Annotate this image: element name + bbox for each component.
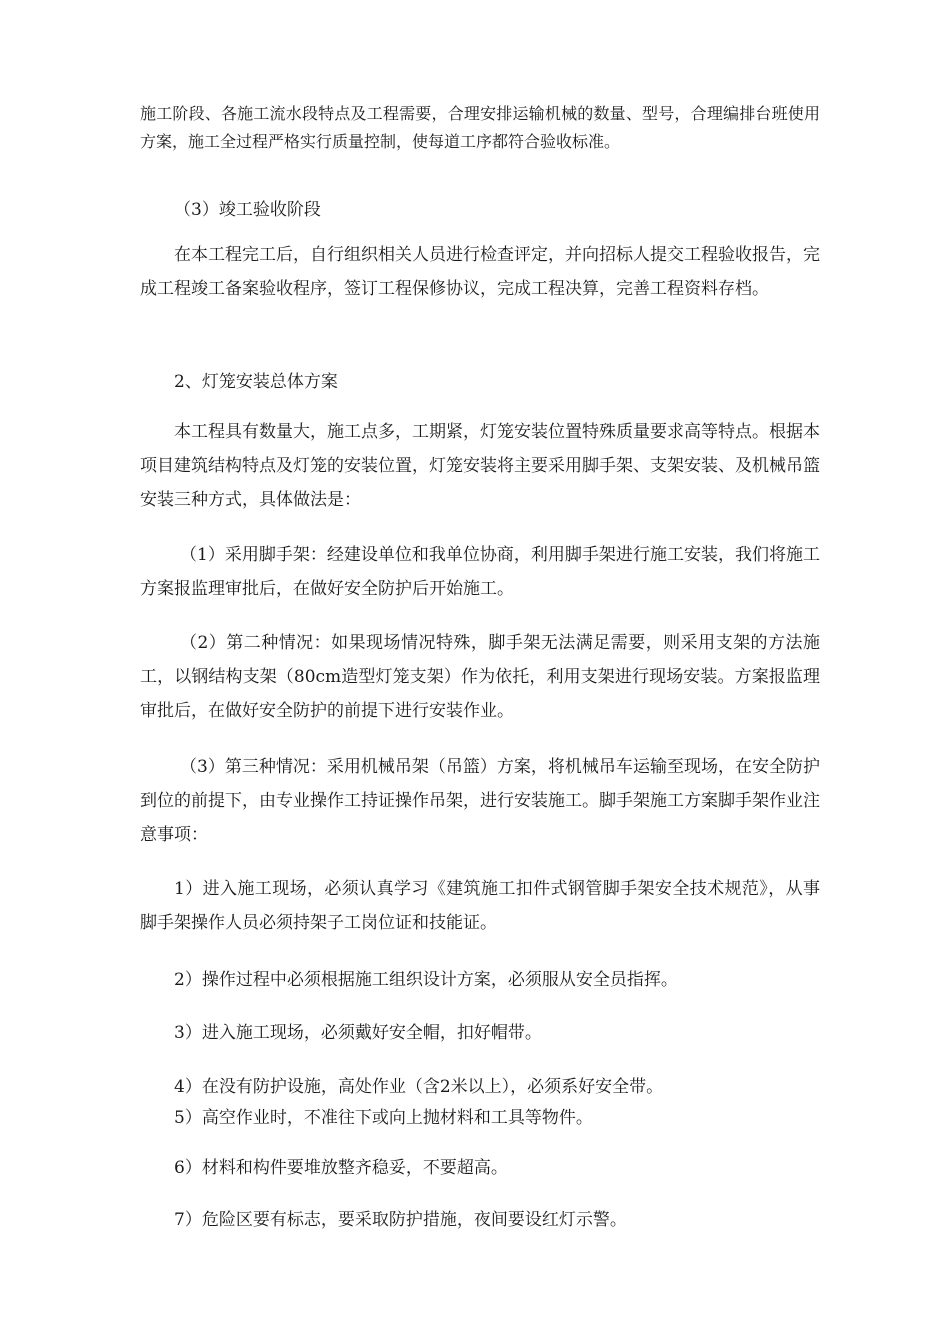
list-item-1: 1）进入施工现场，必须认真学习《建筑施工扣件式钢管脚手架安全技术规范》，从事脚手架操作人员必须持架子工岗位证和技能证。 — [140, 879, 820, 933]
list-item-6: 6）材料和构件要堆放整齐稳妥，不要超高。 — [174, 1158, 508, 1178]
paragraph-method-scaffold: （1）采用脚手架：经建设单位和我单位协商，利用脚手架进行施工安装，我们将施工方案报监理审批后，在做好安全防护后开始施工。 — [140, 545, 820, 599]
heading-lantern-installation: 2、灯笼安装总体方案 — [174, 372, 338, 392]
paragraph-method-crane: （3）第三种情况：采用机械吊架（吊篮）方案，将机械吊车运输至现场，在安全防护到位的前提下，由专业操作工持证操作吊架，进行安装施工。脚手架施工方案脚手架作业注意事项： — [140, 757, 820, 845]
paragraph-construction-stage: 施工阶段、各施工流水段特点及工程需要，合理安排运输机械的数量、型号，合理编排台班使用方案，施工全过程严格实行质量控制，使每道工序都符合验收标准。 — [140, 104, 820, 151]
paragraph-completion-acceptance: 在本工程完工后，自行组织相关人员进行检查评定，并向招标人提交工程验收报告，完成工程竣工备案验收程序，签订工程保修协议，完成工程决算，完善工程资料存档。 — [140, 245, 820, 299]
list-item-2: 2）操作过程中必须根据施工组织设计方案，必须服从安全员指挥。 — [174, 970, 678, 990]
list-item-5: 5）高空作业时，不准往下或向上抛材料和工具等物件。 — [174, 1108, 593, 1128]
paragraph-method-support: （2）第二种情况：如果现场情况特殊，脚手架无法满足需要，则采用支架的方法施工，以钢结构支架（80cm造型灯笼支架）作为依托，利用支架进行现场安装。方案报监理审批后，在做好安全防护的前提下进行安装作业。 — [140, 633, 820, 721]
list-item-7: 7）危险区要有标志，要采取防护措施，夜间要设红灯示警。 — [174, 1210, 627, 1230]
heading-completion-acceptance: （3）竣工验收阶段 — [174, 200, 321, 220]
paragraph-lantern-overview: 本工程具有数量大，施工点多，工期紧，灯笼安装位置特殊质量要求高等特点。根据本项目建筑结构特点及灯笼的安装位置，灯笼安装将主要采用脚手架、支架安装、及机械吊篮安装三种方式，具体做法是： — [140, 422, 820, 510]
list-item-4: 4）在没有防护设施，高处作业（含2米以上），必须系好安全带。 — [174, 1077, 664, 1097]
list-item-3: 3）进入施工现场，必须戴好安全帽，扣好帽带。 — [174, 1023, 542, 1043]
